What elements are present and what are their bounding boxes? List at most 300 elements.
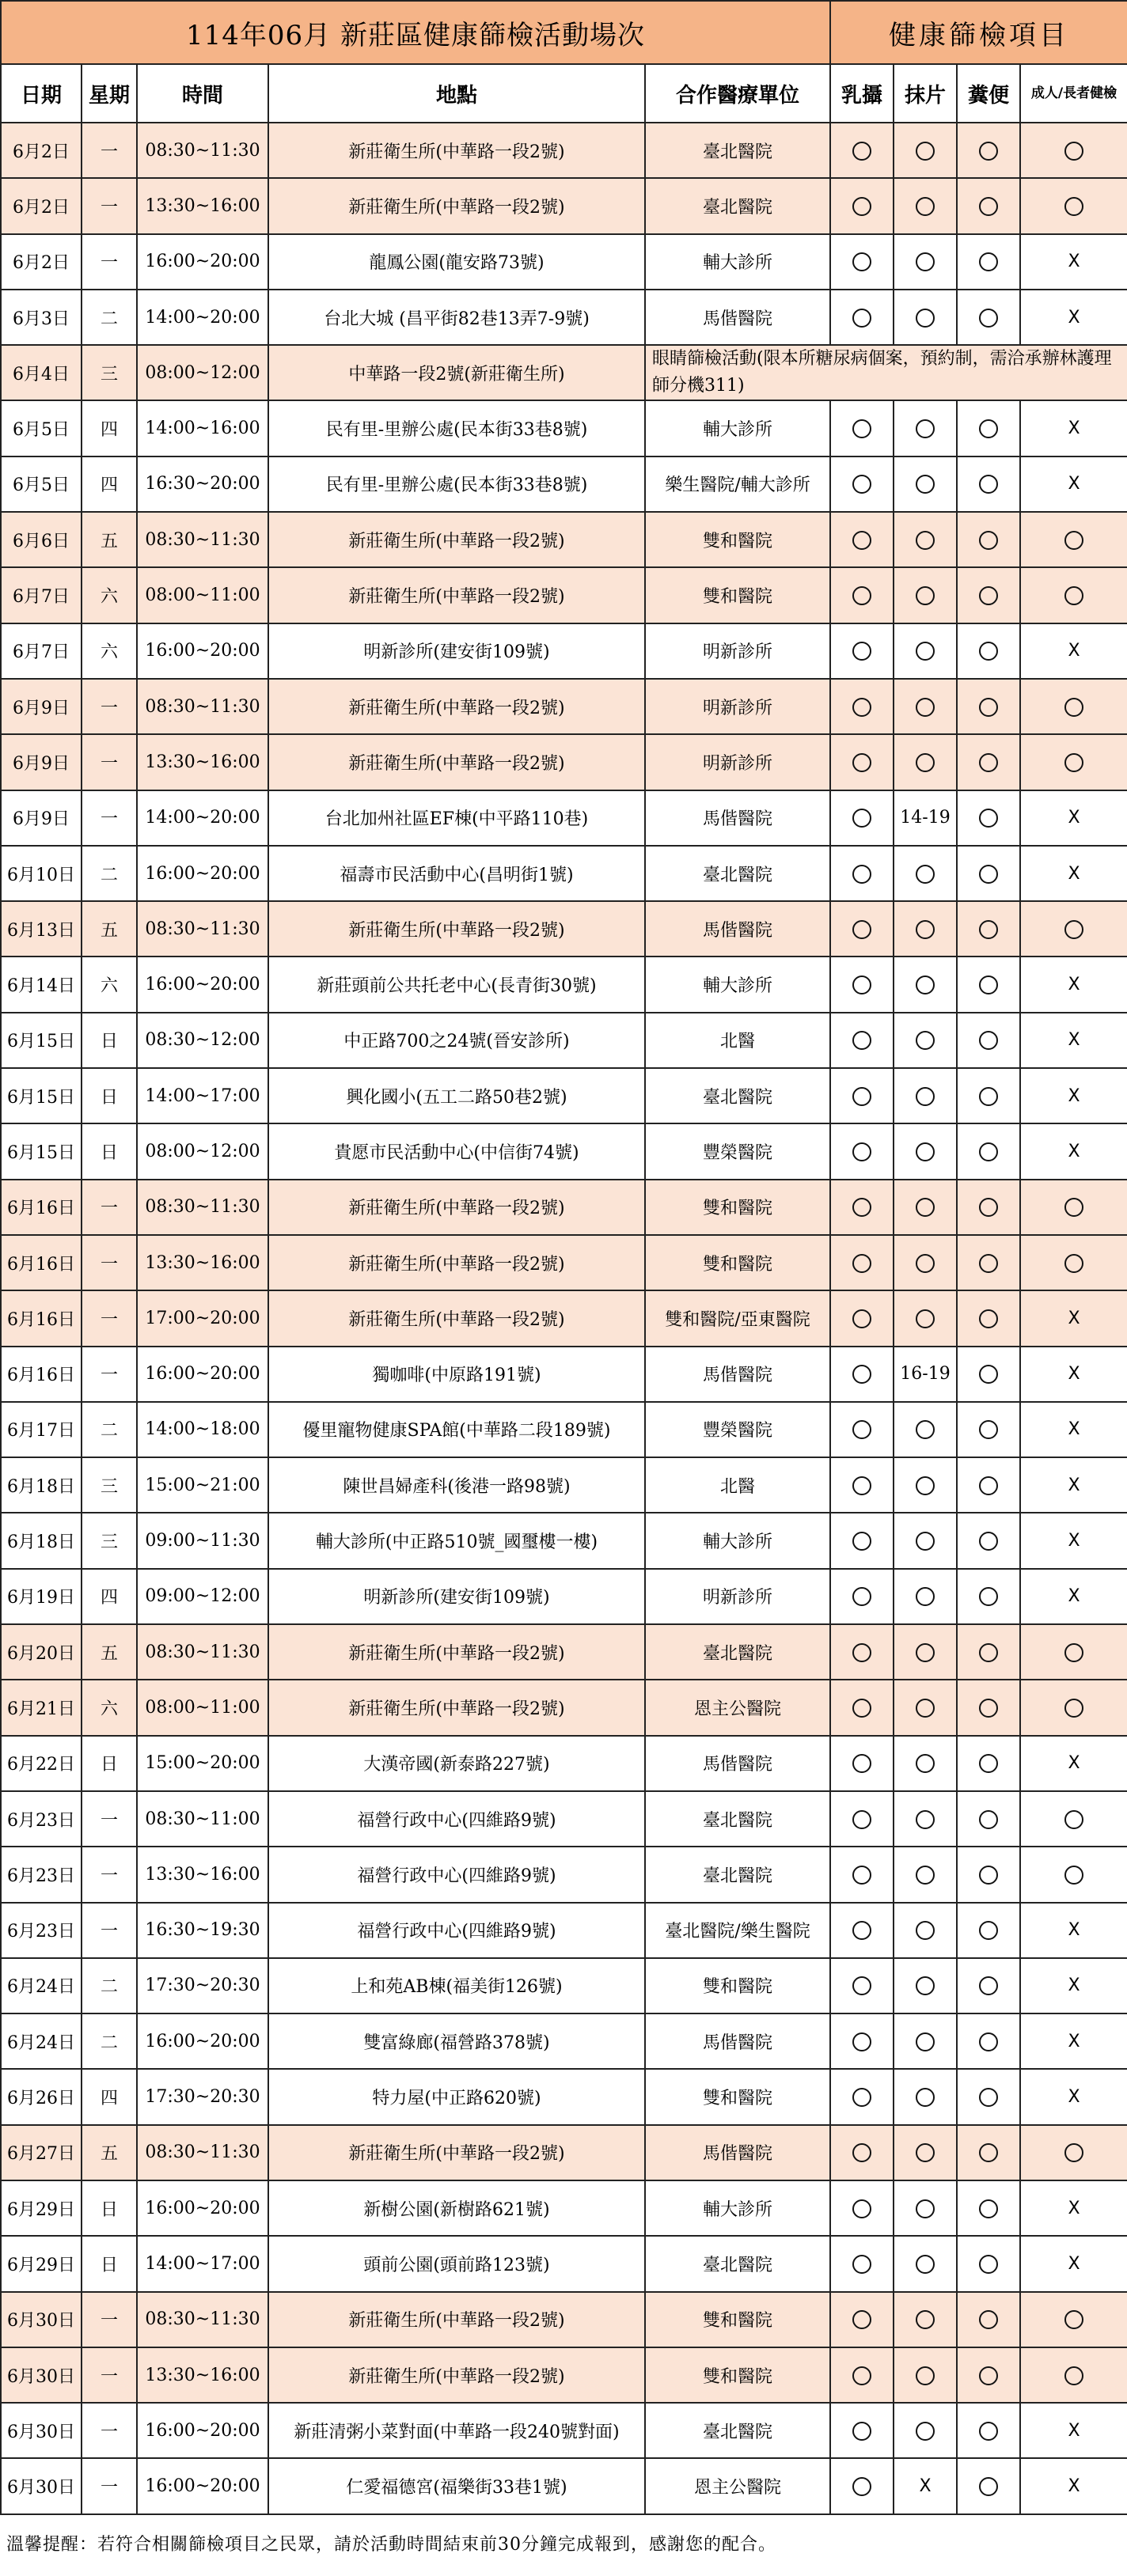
location-cell: 大漢帝國(新泰路227號) xyxy=(268,1736,645,1791)
weekday-cell: 日 xyxy=(82,2180,137,2236)
date-cell: 6月16日 xyxy=(1,1290,82,1346)
partner-cell: 臺北醫院 xyxy=(645,1624,830,1680)
weekday-cell: 一 xyxy=(82,1903,137,1958)
circle-mark-icon xyxy=(1020,123,1127,178)
location-cell: 福營行政中心(四維路9號) xyxy=(268,1847,645,1902)
table-row xyxy=(1,2292,1127,2347)
table-row xyxy=(1,1624,1127,1680)
partner-cell: 輔大診所 xyxy=(645,1513,830,1568)
circle-mark-icon xyxy=(830,901,894,957)
circle-mark-icon xyxy=(957,1068,1020,1123)
age-range: 14-19 xyxy=(894,790,957,846)
circle-mark-icon xyxy=(894,1290,957,1346)
circle-icon xyxy=(1064,1810,1083,1829)
cross-mark: X xyxy=(1020,2180,1127,2236)
circle-icon xyxy=(979,1699,998,1718)
weekday-cell: 四 xyxy=(82,1569,137,1624)
date-cell: 6月26日 xyxy=(1,2069,82,2124)
location-cell: 民有里-里辦公處(民本街33巷8號) xyxy=(268,400,645,456)
circle-mark-icon xyxy=(894,123,957,178)
circle-mark-icon xyxy=(894,846,957,901)
circle-mark-icon xyxy=(830,567,894,623)
cross-mark: X xyxy=(1020,1013,1127,1068)
circle-mark-icon xyxy=(957,623,1020,679)
circle-mark-icon xyxy=(957,2125,1020,2180)
circle-mark-icon xyxy=(894,456,957,512)
circle-mark-icon xyxy=(957,1513,1020,1568)
cross-mark: X xyxy=(1020,623,1127,679)
location-cell: 明新診所(建安街109號) xyxy=(268,623,645,679)
circle-mark-icon xyxy=(1020,901,1127,957)
location-cell: 新莊衛生所(中華路一段2號) xyxy=(268,679,645,734)
circle-icon xyxy=(916,2032,935,2051)
table-row xyxy=(1,1180,1127,1235)
time-cell: 17:30~20:30 xyxy=(137,1958,268,2013)
weekday-cell: 六 xyxy=(82,957,137,1012)
circle-mark-icon xyxy=(957,1569,1020,1624)
partner-cell: 雙和醫院 xyxy=(645,567,830,623)
weekday-cell: 日 xyxy=(82,1013,137,1068)
table-row xyxy=(1,1847,1127,1902)
location-cell: 優里寵物健康SPA館(中華路二段189號) xyxy=(268,1402,645,1457)
table-row xyxy=(1,1736,1127,1791)
circle-mark-icon xyxy=(957,1347,1020,1402)
time-cell: 14:00~18:00 xyxy=(137,1402,268,1457)
circle-mark-icon xyxy=(830,734,894,790)
date-cell: 6月29日 xyxy=(1,2236,82,2291)
time-cell: 16:30~20:00 xyxy=(137,456,268,512)
circle-mark-icon xyxy=(957,567,1020,623)
circle-icon xyxy=(979,1532,998,1551)
date-cell: 6月2日 xyxy=(1,178,82,233)
circle-icon xyxy=(852,2143,871,2162)
circle-mark-icon xyxy=(830,456,894,512)
cross-mark: X xyxy=(1020,290,1127,345)
date-cell: 6月15日 xyxy=(1,1068,82,1123)
circle-icon xyxy=(916,642,935,661)
circle-icon xyxy=(979,419,998,438)
circle-icon xyxy=(979,1365,998,1384)
partner-cell: 豐榮醫院 xyxy=(645,1402,830,1457)
circle-icon xyxy=(916,1087,935,1106)
partner-cell: 臺北醫院 xyxy=(645,2236,830,2291)
location-cell: 明新診所(建安街109號) xyxy=(268,1569,645,1624)
circle-icon xyxy=(916,309,935,328)
circle-mark-icon xyxy=(957,1290,1020,1346)
table-row xyxy=(1,1290,1127,1346)
circle-icon xyxy=(852,1754,871,1773)
circle-icon xyxy=(852,2199,871,2218)
circle-icon xyxy=(1064,920,1083,939)
table-row xyxy=(1,1569,1127,1624)
circle-mark-icon xyxy=(894,1736,957,1791)
circle-icon xyxy=(916,1420,935,1439)
partner-cell: 恩主公醫院 xyxy=(645,1680,830,1735)
circle-mark-icon xyxy=(894,1680,957,1735)
circle-icon xyxy=(1064,1198,1083,1217)
table-row xyxy=(1,846,1127,901)
circle-mark-icon xyxy=(1020,178,1127,233)
location-cell: 新莊衛生所(中華路一段2號) xyxy=(268,567,645,623)
circle-mark-icon xyxy=(894,901,957,957)
time-cell: 08:30~12:00 xyxy=(137,1013,268,1068)
weekday-cell: 日 xyxy=(82,1068,137,1123)
circle-mark-icon xyxy=(830,400,894,456)
date-cell: 6月7日 xyxy=(1,623,82,679)
cross-mark: X xyxy=(1020,1123,1127,1179)
circle-icon xyxy=(979,1810,998,1829)
circle-icon xyxy=(852,2477,871,2496)
circle-mark-icon xyxy=(894,623,957,679)
circle-mark-icon xyxy=(894,2403,957,2458)
circle-icon xyxy=(916,1866,935,1885)
circle-icon xyxy=(1064,753,1083,772)
circle-icon xyxy=(916,586,935,605)
circle-icon xyxy=(852,1476,871,1495)
circle-icon xyxy=(979,753,998,772)
partner-cell: 臺北醫院 xyxy=(645,178,830,233)
location-cell: 陳世昌婦產科(後港一路98號) xyxy=(268,1457,645,1513)
circle-mark-icon xyxy=(894,290,957,345)
circle-icon xyxy=(852,475,871,494)
circle-icon xyxy=(852,1198,871,1217)
date-cell: 6月2日 xyxy=(1,234,82,290)
table-row xyxy=(1,2236,1127,2291)
table-row xyxy=(1,234,1127,290)
time-cell: 08:30~11:30 xyxy=(137,679,268,734)
circle-mark-icon xyxy=(894,1180,957,1235)
location-cell: 上和苑AB棟(福美街126號) xyxy=(268,1958,645,2013)
time-cell: 14:00~20:00 xyxy=(137,790,268,846)
circle-icon xyxy=(979,2422,998,2441)
circle-mark-icon xyxy=(957,2458,1020,2513)
table-row xyxy=(1,1347,1127,1402)
header-adult: 成人/長者健檢 xyxy=(1020,64,1127,123)
date-cell: 6月19日 xyxy=(1,1569,82,1624)
circle-icon xyxy=(852,1643,871,1662)
circle-mark-icon xyxy=(1020,2125,1127,2180)
circle-icon xyxy=(979,1198,998,1217)
date-cell: 6月6日 xyxy=(1,512,82,567)
weekday-cell: 三 xyxy=(82,345,137,400)
circle-icon xyxy=(916,753,935,772)
table-row xyxy=(1,901,1127,957)
time-cell: 13:30~16:00 xyxy=(137,734,268,790)
weekday-cell: 一 xyxy=(82,123,137,178)
weekday-cell: 一 xyxy=(82,734,137,790)
circle-mark-icon xyxy=(894,1791,957,1847)
partner-cell: 輔大診所 xyxy=(645,957,830,1012)
circle-icon xyxy=(916,475,935,494)
circle-icon xyxy=(916,2255,935,2274)
circle-mark-icon xyxy=(957,1958,1020,2013)
table-row xyxy=(1,2403,1127,2458)
time-cell: 08:30~11:30 xyxy=(137,2125,268,2180)
circle-mark-icon xyxy=(830,2013,894,2069)
time-cell: 16:00~20:00 xyxy=(137,2403,268,2458)
circle-mark-icon xyxy=(957,1903,1020,1958)
table-row xyxy=(1,456,1127,512)
date-cell: 6月13日 xyxy=(1,901,82,957)
table-row xyxy=(1,1680,1127,1735)
circle-icon xyxy=(852,1587,871,1606)
circle-mark-icon xyxy=(830,234,894,290)
circle-mark-icon xyxy=(830,2125,894,2180)
circle-icon xyxy=(979,1254,998,1273)
circle-mark-icon xyxy=(1020,734,1127,790)
circle-mark-icon xyxy=(957,734,1020,790)
table-row xyxy=(1,1958,1127,2013)
cross-mark: X xyxy=(1020,400,1127,456)
cross-mark: X xyxy=(1020,1290,1127,1346)
location-cell: 福營行政中心(四維路9號) xyxy=(268,1903,645,1958)
location-cell: 龍鳳公園(龍安路73號) xyxy=(268,234,645,290)
circle-mark-icon xyxy=(894,2347,957,2403)
header-stool: 糞便 xyxy=(957,64,1020,123)
location-cell: 新莊衛生所(中華路一段2號) xyxy=(268,1680,645,1735)
weekday-cell: 一 xyxy=(82,1791,137,1847)
circle-mark-icon xyxy=(830,679,894,734)
location-cell: 台北加州社區EF棟(中平路110巷) xyxy=(268,790,645,846)
circle-icon xyxy=(852,1142,871,1161)
location-cell: 新莊衛生所(中華路一段2號) xyxy=(268,123,645,178)
circle-icon xyxy=(852,252,871,271)
circle-icon xyxy=(979,197,998,216)
partner-cell: 雙和醫院 xyxy=(645,512,830,567)
weekday-cell: 一 xyxy=(82,2347,137,2403)
circle-mark-icon xyxy=(957,790,1020,846)
weekday-cell: 一 xyxy=(82,234,137,290)
date-cell: 6月10日 xyxy=(1,846,82,901)
date-cell: 6月5日 xyxy=(1,456,82,512)
circle-icon xyxy=(852,1921,871,1940)
partner-cell: 馬偕醫院 xyxy=(645,790,830,846)
age-range: 16-19 xyxy=(894,1347,957,1402)
time-cell: 13:30~16:00 xyxy=(137,2347,268,2403)
cross-mark: X xyxy=(1020,957,1127,1012)
table-row xyxy=(1,1791,1127,1847)
header-smear: 抹片 xyxy=(894,64,957,123)
circle-mark-icon xyxy=(1020,679,1127,734)
circle-mark-icon xyxy=(830,1736,894,1791)
weekday-cell: 五 xyxy=(82,2125,137,2180)
cross-mark: X xyxy=(1020,2458,1127,2513)
time-cell: 14:00~17:00 xyxy=(137,2236,268,2291)
circle-icon xyxy=(916,2422,935,2441)
circle-mark-icon xyxy=(830,1791,894,1847)
circle-mark-icon xyxy=(830,1013,894,1068)
circle-mark-icon xyxy=(957,178,1020,233)
time-cell: 09:00~11:30 xyxy=(137,1513,268,1568)
location-cell: 中正路700之24號(晉安診所) xyxy=(268,1013,645,1068)
circle-mark-icon xyxy=(957,234,1020,290)
partner-cell: 馬偕醫院 xyxy=(645,1736,830,1791)
circle-icon xyxy=(979,309,998,328)
circle-mark-icon xyxy=(830,1068,894,1123)
table-row xyxy=(1,2458,1127,2513)
circle-mark-icon xyxy=(957,957,1020,1012)
date-cell: 6月14日 xyxy=(1,957,82,1012)
time-cell: 16:00~20:00 xyxy=(137,2180,268,2236)
circle-icon xyxy=(916,698,935,717)
cross-mark: X xyxy=(1020,1347,1127,1402)
circle-mark-icon xyxy=(957,512,1020,567)
circle-mark-icon xyxy=(894,2125,957,2180)
table-row xyxy=(1,345,1127,400)
partner-cell: 恩主公醫院 xyxy=(645,2458,830,2513)
circle-icon xyxy=(916,2088,935,2107)
circle-mark-icon xyxy=(830,1347,894,1402)
circle-icon xyxy=(852,1866,871,1885)
circle-mark-icon xyxy=(957,400,1020,456)
circle-icon xyxy=(916,1142,935,1161)
circle-mark-icon xyxy=(830,2347,894,2403)
weekday-cell: 日 xyxy=(82,2236,137,2291)
circle-icon xyxy=(979,2032,998,2051)
circle-icon xyxy=(1064,698,1083,717)
circle-mark-icon xyxy=(957,2013,1020,2069)
time-cell: 08:00~11:00 xyxy=(137,567,268,623)
weekday-cell: 二 xyxy=(82,290,137,345)
circle-icon xyxy=(979,1031,998,1050)
circle-icon xyxy=(852,975,871,994)
cross-mark: X xyxy=(1020,2069,1127,2124)
header-weekday: 星期 xyxy=(82,64,137,123)
location-cell: 雙富綠廊(福營路378號) xyxy=(268,2013,645,2069)
circle-icon xyxy=(1064,197,1083,216)
circle-icon xyxy=(852,586,871,605)
circle-icon xyxy=(979,809,998,828)
page-title: 114年06月 新莊區健康篩檢活動場次 xyxy=(1,1,830,64)
circle-icon xyxy=(852,1532,871,1551)
location-cell: 福營行政中心(四維路9號) xyxy=(268,1791,645,1847)
circle-icon xyxy=(916,1254,935,1273)
circle-icon xyxy=(852,1309,871,1328)
table-row xyxy=(1,1457,1127,1513)
weekday-cell: 三 xyxy=(82,1457,137,1513)
location-cell: 新莊衛生所(中華路一段2號) xyxy=(268,2292,645,2347)
cross-mark: X xyxy=(1020,1903,1127,1958)
circle-icon xyxy=(979,698,998,717)
circle-icon xyxy=(916,865,935,884)
circle-mark-icon xyxy=(830,2236,894,2291)
weekday-cell: 一 xyxy=(82,2292,137,2347)
location-cell: 頭前公園(頭前路123號) xyxy=(268,2236,645,2291)
time-cell: 09:00~12:00 xyxy=(137,1569,268,1624)
circle-icon xyxy=(852,197,871,216)
circle-mark-icon xyxy=(894,1513,957,1568)
date-cell: 6月15日 xyxy=(1,1123,82,1179)
cross-mark: X xyxy=(1020,846,1127,901)
circle-mark-icon xyxy=(830,1402,894,1457)
time-cell: 08:30~11:30 xyxy=(137,1624,268,1680)
circle-mark-icon xyxy=(830,957,894,1012)
circle-icon xyxy=(979,1643,998,1662)
circle-mark-icon xyxy=(830,1624,894,1680)
circle-icon xyxy=(1064,2143,1083,2162)
cross-mark: X xyxy=(1020,1513,1127,1568)
table-row xyxy=(1,734,1127,790)
date-cell: 6月23日 xyxy=(1,1791,82,1847)
circle-mark-icon xyxy=(957,1736,1020,1791)
circle-icon xyxy=(979,2088,998,2107)
circle-icon xyxy=(979,1309,998,1328)
circle-mark-icon xyxy=(894,400,957,456)
location-cell: 輔大診所(中正路510號_國璽樓一樓) xyxy=(268,1513,645,1568)
circle-mark-icon xyxy=(1020,1680,1127,1735)
circle-mark-icon xyxy=(830,1903,894,1958)
weekday-cell: 一 xyxy=(82,679,137,734)
circle-icon xyxy=(979,1754,998,1773)
circle-icon xyxy=(852,642,871,661)
circle-icon xyxy=(852,1699,871,1718)
circle-mark-icon xyxy=(957,456,1020,512)
time-cell: 17:00~20:00 xyxy=(137,1290,268,1346)
circle-mark-icon xyxy=(830,790,894,846)
weekday-cell: 一 xyxy=(82,2458,137,2513)
circle-mark-icon xyxy=(830,2458,894,2513)
table-row xyxy=(1,679,1127,734)
partner-cell: 臺北醫院 xyxy=(645,846,830,901)
circle-mark-icon xyxy=(830,2069,894,2124)
circle-mark-icon xyxy=(830,1569,894,1624)
weekday-cell: 五 xyxy=(82,901,137,957)
partner-cell: 臺北醫院/樂生醫院 xyxy=(645,1903,830,1958)
circle-mark-icon xyxy=(894,2292,957,2347)
header-breast: 乳攝 xyxy=(830,64,894,123)
header-date: 日期 xyxy=(1,64,82,123)
circle-mark-icon xyxy=(894,2236,957,2291)
circle-icon xyxy=(979,1921,998,1940)
table-row xyxy=(1,290,1127,345)
header-location: 地點 xyxy=(268,64,645,123)
circle-icon xyxy=(1064,2366,1083,2385)
circle-icon xyxy=(979,252,998,271)
circle-icon xyxy=(979,531,998,550)
circle-icon xyxy=(916,1031,935,1050)
cross-mark: X xyxy=(1020,1457,1127,1513)
location-cell: 新莊頭前公共托老中心(長青街30號) xyxy=(268,957,645,1012)
circle-icon xyxy=(979,2143,998,2162)
circle-icon xyxy=(916,1976,935,1995)
date-cell: 6月30日 xyxy=(1,2347,82,2403)
circle-icon xyxy=(852,1976,871,1995)
circle-icon xyxy=(852,531,871,550)
circle-mark-icon xyxy=(830,623,894,679)
date-cell: 6月30日 xyxy=(1,2458,82,2513)
circle-icon xyxy=(916,1754,935,1773)
circle-icon xyxy=(916,531,935,550)
table-row xyxy=(1,567,1127,623)
circle-mark-icon xyxy=(957,1791,1020,1847)
date-cell: 6月3日 xyxy=(1,290,82,345)
circle-icon xyxy=(916,1643,935,1662)
date-cell: 6月20日 xyxy=(1,1624,82,1680)
cross-mark: X xyxy=(894,2458,957,2513)
circle-mark-icon xyxy=(957,1180,1020,1235)
circle-mark-icon xyxy=(957,290,1020,345)
location-cell: 興化國小(五工二路50巷2號) xyxy=(268,1068,645,1123)
circle-mark-icon xyxy=(830,2180,894,2236)
time-cell: 15:00~20:00 xyxy=(137,1736,268,1791)
circle-mark-icon xyxy=(830,1958,894,2013)
time-cell: 13:30~16:00 xyxy=(137,1847,268,1902)
location-cell: 貴愿市民活動中心(中信街74號) xyxy=(268,1123,645,1179)
weekday-cell: 一 xyxy=(82,1347,137,1402)
location-cell: 獨咖啡(中原路191號) xyxy=(268,1347,645,1402)
circle-mark-icon xyxy=(1020,1791,1127,1847)
circle-mark-icon xyxy=(957,1457,1020,1513)
